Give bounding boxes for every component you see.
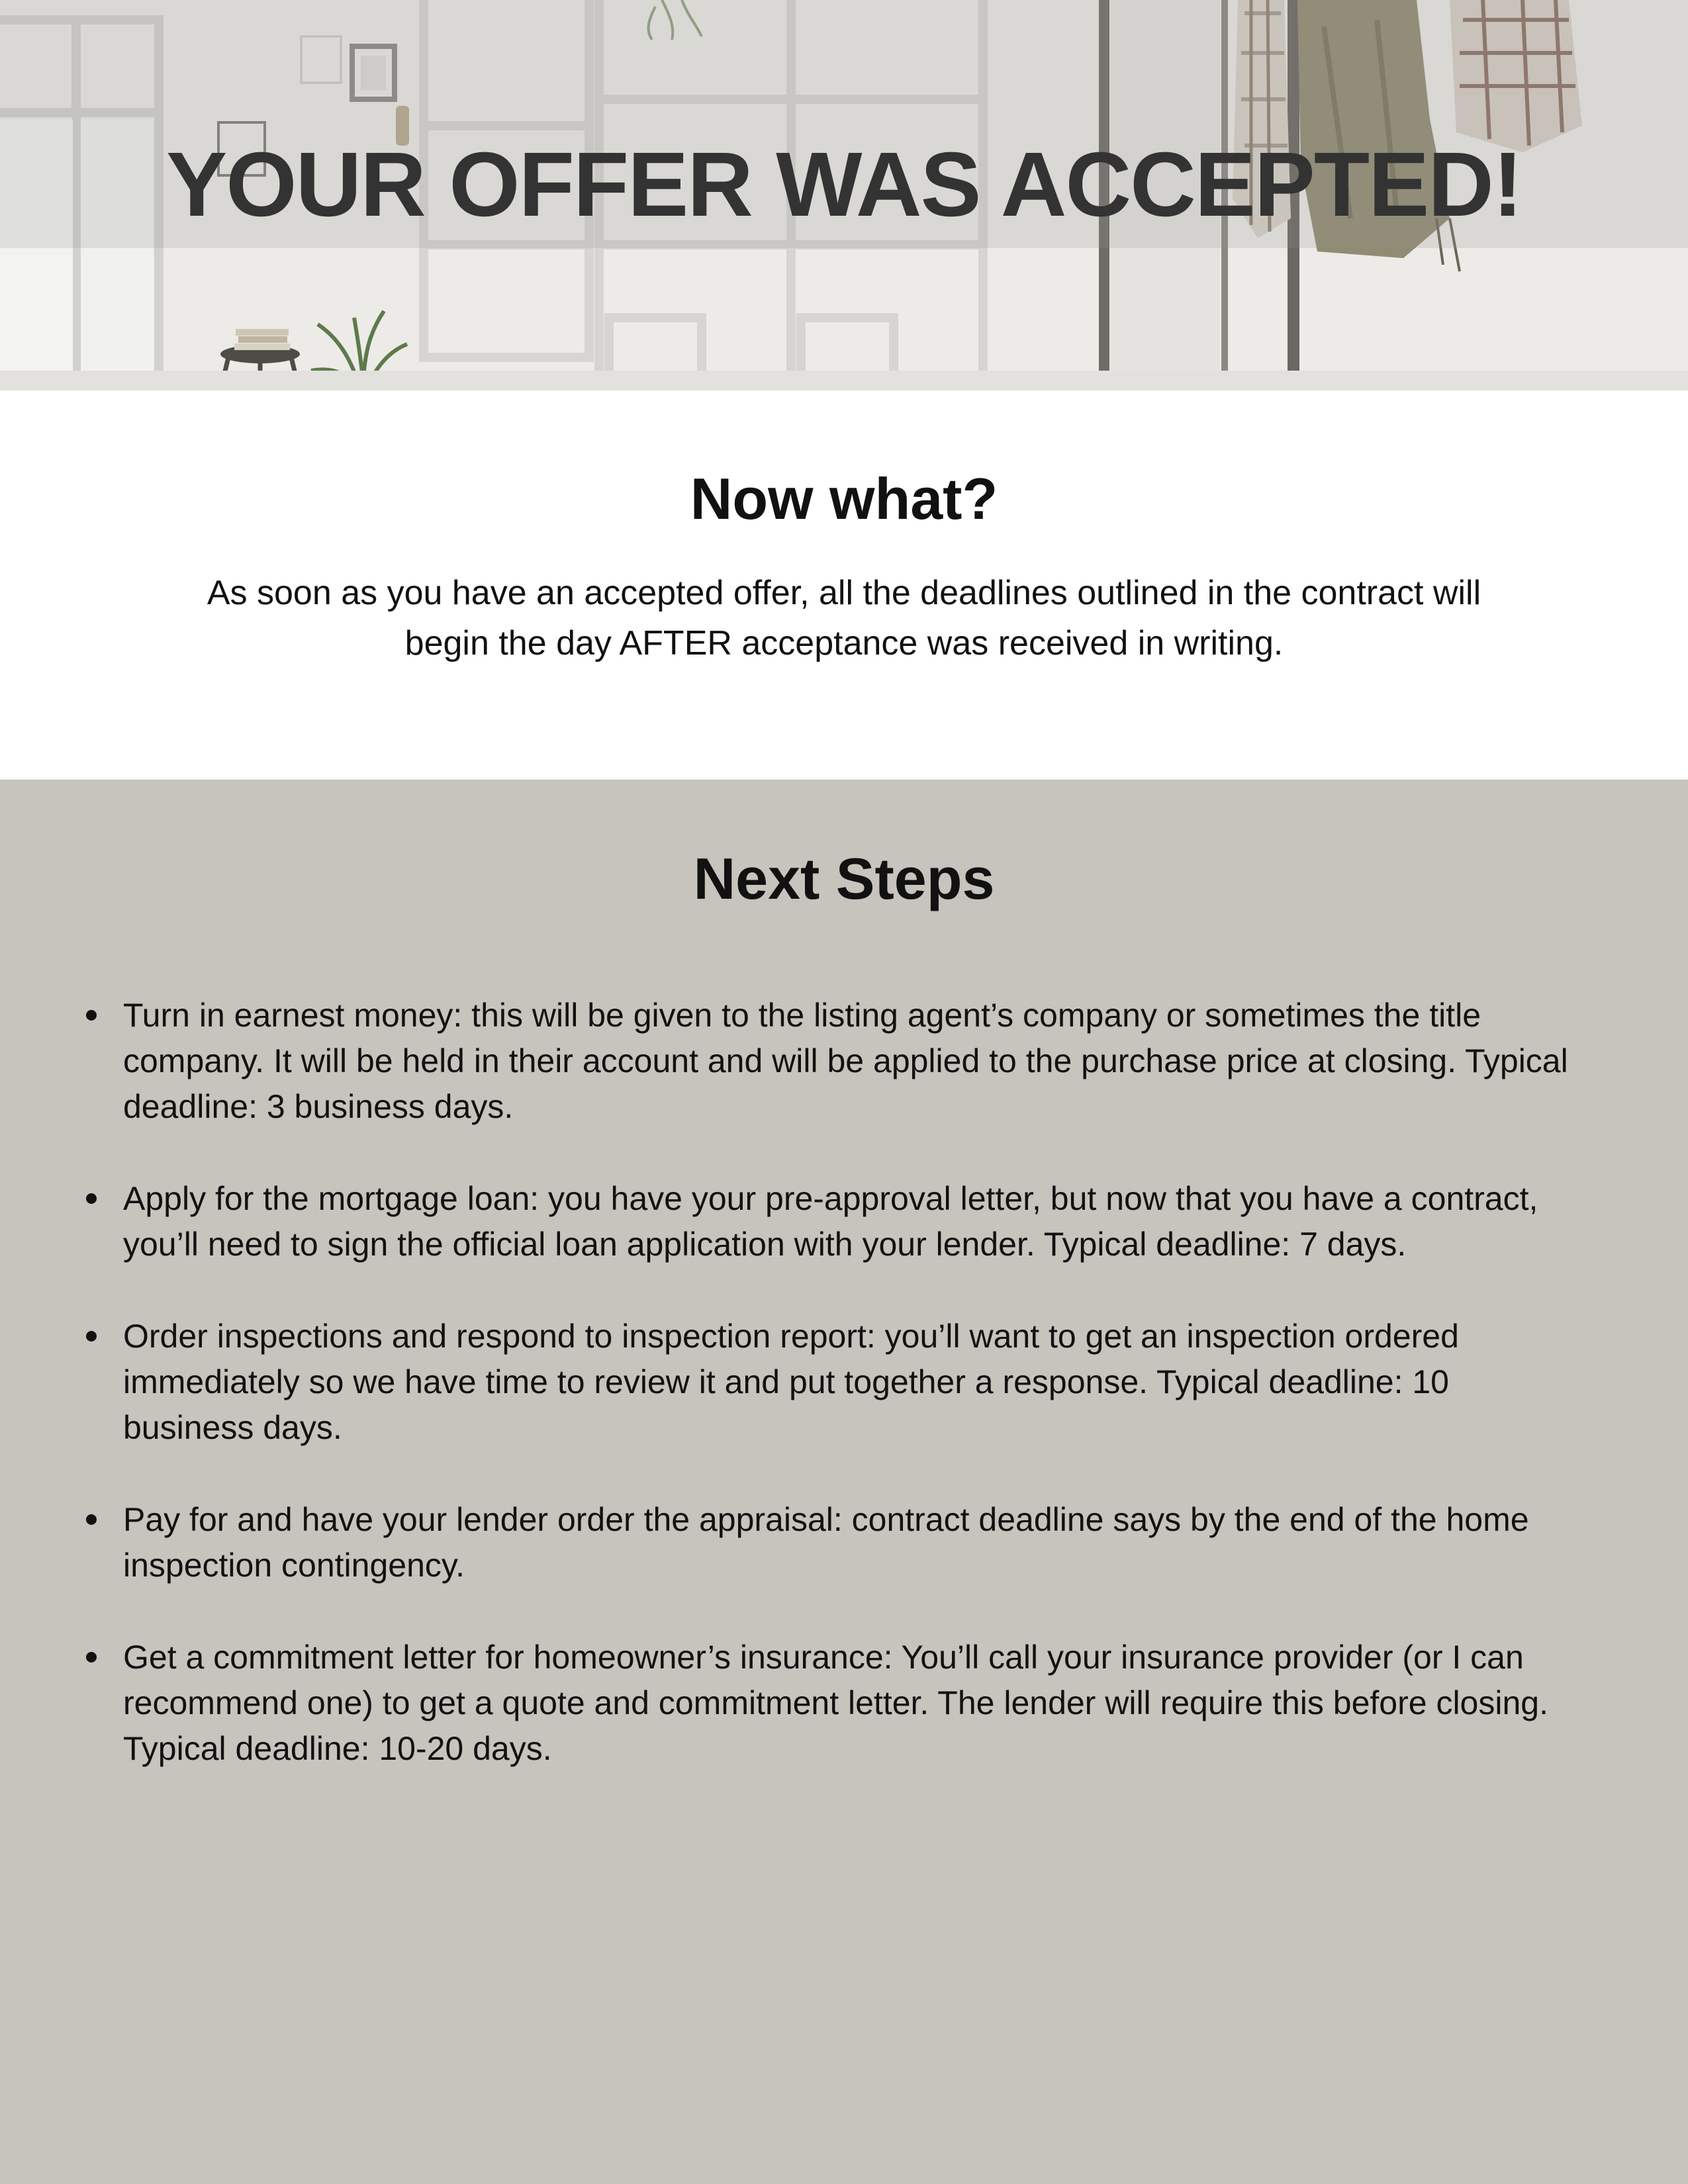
bullet-icon <box>86 1193 97 1204</box>
intro-paragraph: As soon as you have an accepted offer, all the deadlines outlined in the contract will begin the day AFTER acceptance was received in writing. <box>207 574 1481 662</box>
next-steps-heading: Next Steps <box>693 846 995 911</box>
hero-banner <box>0 0 1688 390</box>
list-item <box>0 1176 1688 1267</box>
next-steps-section <box>0 780 1688 2184</box>
list-item-text: Apply for the mortgage loan: you have your pre-approval letter, but now that you have a contract, you’ll need to sign the official loan application with your lender. Typical deadline: 7 days. <box>123 1180 1538 1263</box>
page-title: YOUR OFFER WAS ACCEPTED! <box>166 134 1522 236</box>
bullet-icon <box>86 1331 97 1342</box>
list-item-text: Order inspections and respond to inspection report: you’ll want to get an inspection ordered immediately so we have time to review it and put together a response. Typical deadline: 10 business days. <box>123 1318 1459 1446</box>
bullet-icon <box>86 1514 97 1525</box>
list-item-text: Pay for and have your lender order the appraisal: contract deadline says by the end of the home inspection contingency. <box>123 1501 1529 1584</box>
bullet-icon <box>86 1652 97 1662</box>
bullet-icon <box>86 1010 97 1021</box>
intro-section <box>0 390 1688 780</box>
list-item-text: Get a commitment letter for homeowner’s insurance: You’ll call your insurance provider (or I can recommend one) to get a quote and commitment letter. The lender will require this before closing. Typical deadline: 10-20 days. <box>123 1639 1548 1767</box>
list-item <box>0 1635 1688 1772</box>
list-item <box>0 1314 1688 1451</box>
intro-heading: Now what? <box>690 466 998 531</box>
next-steps-list <box>0 993 1688 1818</box>
list-item <box>0 1497 1688 1588</box>
list-item-text: Turn in earnest money: this will be given to the listing agent’s company or sometimes the title company. It will be held in their account and will be applied to the purchase price at closing. Typical deadline: 3 business days. <box>123 997 1568 1125</box>
list-item <box>0 993 1688 1130</box>
